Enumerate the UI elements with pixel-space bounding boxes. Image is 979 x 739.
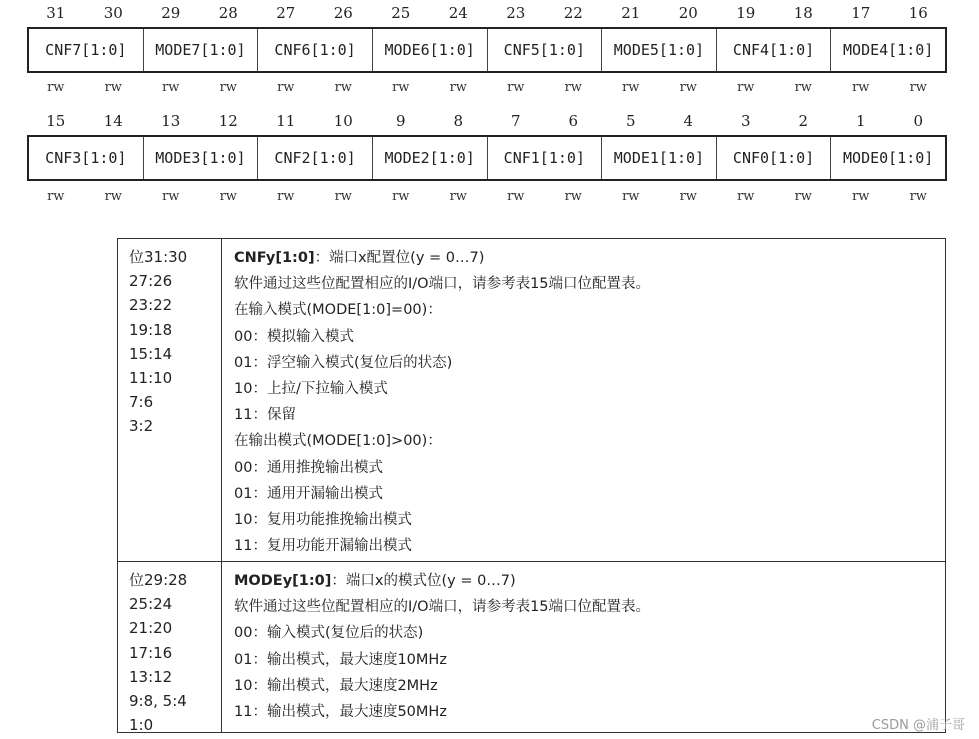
description-line: 00：模拟输入模式	[234, 328, 354, 345]
register-field: CNF6[1:0]	[258, 29, 373, 71]
bit-number: 19	[736, 4, 756, 22]
bit-position: 21:20	[129, 619, 173, 638]
register-field: CNF2[1:0]	[258, 137, 373, 179]
bit-position: 15:14	[129, 344, 173, 363]
access-type: rw	[277, 80, 295, 95]
bit-number: 1	[855, 112, 866, 130]
bit-number: 6	[568, 112, 579, 130]
cnf-description	[234, 245, 939, 559]
bit-position: 9:8, 5:4	[129, 692, 187, 711]
register-field: CNF0[1:0]	[717, 137, 832, 179]
bit-number: 16	[908, 4, 928, 22]
bit-number: 27	[276, 4, 296, 22]
bit-number: 7	[510, 112, 521, 130]
access-type: rw	[162, 80, 180, 95]
description-line: 在输出模式(MODE[1:0]>00)：	[234, 433, 442, 450]
bit-position: 3:2	[129, 417, 154, 436]
description-line: 在输入模式(MODE[1:0]=00)：	[234, 302, 442, 319]
description-line: 软件通过这些位配置相应的I/O端口，请参考表15端口位配置表。	[234, 276, 651, 293]
bit-position: 7:6	[129, 393, 154, 412]
bit-number: 20	[678, 4, 698, 22]
bit-position: 11:10	[129, 369, 173, 388]
bit-number: 15	[46, 112, 66, 130]
register-field: MODE5[1:0]	[602, 29, 717, 71]
access-type: rw	[852, 189, 870, 204]
access-type: rw	[104, 80, 122, 95]
bit-number: 10	[333, 112, 353, 130]
mode-section	[118, 562, 945, 735]
register-field: MODE4[1:0]	[843, 41, 934, 59]
bit-number: 9	[395, 112, 406, 130]
description-line: 11：保留	[234, 407, 296, 424]
mode-title-field: MODEy[1:0]	[234, 573, 332, 589]
description-line: 软件通过这些位配置相应的I/O端口，请参考表15端口位配置表。	[234, 599, 651, 616]
description-line: 10：上拉/下拉输入模式	[234, 381, 388, 398]
bit-number: 13	[161, 112, 181, 130]
bit-number: 24	[448, 4, 468, 22]
access-type: rw	[909, 80, 927, 95]
access-row-low	[27, 189, 947, 207]
access-type: rw	[334, 80, 352, 95]
cnf-title	[234, 245, 939, 271]
bit-number: 2	[798, 112, 809, 130]
cnf-section	[118, 239, 945, 562]
access-type: rw	[449, 80, 467, 95]
description-line: 11：复用功能开漏输出模式	[234, 538, 412, 555]
bit-number: 4	[683, 112, 694, 130]
bit-position: 19:18	[129, 320, 173, 339]
cnf-bit-positions	[118, 239, 222, 561]
bit-number: 8	[453, 112, 464, 130]
bit-position: 位29:28	[129, 571, 188, 589]
access-type: rw	[449, 189, 467, 204]
bit-number: 18	[793, 4, 813, 22]
access-type: rw	[162, 189, 180, 204]
bit-position: 1:0	[129, 716, 154, 735]
watermark: CSDN @浦子哥	[871, 718, 965, 733]
access-type: rw	[392, 189, 410, 204]
bit-number: 5	[625, 112, 636, 130]
bit-number: 11	[276, 112, 296, 130]
mode-bit-positions	[118, 562, 222, 735]
description-line: 00：通用推挽输出模式	[234, 459, 383, 476]
bit-number-row-high	[27, 4, 947, 24]
bit-number: 12	[218, 112, 238, 130]
bit-position: 13:12	[129, 667, 173, 686]
cnf-title-field: CNFy[1:0]	[234, 250, 315, 266]
description-line: 01：输出模式，最大速度10MHz	[234, 651, 447, 668]
register-field: MODE7[1:0]	[144, 29, 259, 71]
register-field: MODE6[1:0]	[373, 29, 488, 71]
bit-number: 25	[391, 4, 411, 22]
access-type: rw	[392, 80, 410, 95]
access-type: rw	[622, 189, 640, 204]
bit-number: 29	[161, 4, 181, 22]
access-type: rw	[334, 189, 352, 204]
bit-position: 27:26	[129, 272, 173, 291]
access-type: rw	[277, 189, 295, 204]
mode-title-text: ：端口x的模式位(y = 0…7)	[331, 573, 516, 589]
bit-number: 21	[621, 4, 641, 22]
mode-description	[234, 568, 939, 725]
register-field: CNF7[1:0]	[29, 29, 144, 71]
bit-position: 位31:30	[129, 248, 188, 266]
description-line: 11：输出模式，最大速度50MHz	[234, 704, 447, 721]
access-type: rw	[507, 189, 525, 204]
bit-number: 26	[333, 4, 353, 22]
access-type: rw	[794, 80, 812, 95]
access-type: rw	[679, 189, 697, 204]
register-field: MODE0[1:0]	[843, 149, 934, 167]
register-field: CNF4[1:0]	[717, 29, 832, 71]
access-type: rw	[219, 80, 237, 95]
access-type: rw	[737, 80, 755, 95]
bit-number: 31	[46, 4, 66, 22]
access-type: rw	[507, 80, 525, 95]
bit-position: 23:22	[129, 296, 173, 315]
register-field: CNF3[1:0]	[29, 137, 144, 179]
bit-description-table	[117, 238, 946, 733]
bit-number: 28	[218, 4, 238, 22]
access-row-high	[27, 80, 947, 98]
bit-number: 30	[103, 4, 123, 22]
bit-number: 3	[740, 112, 751, 130]
register-field: CNF5[1:0]	[488, 29, 603, 71]
access-type: rw	[679, 80, 697, 95]
access-type: rw	[47, 189, 65, 204]
access-type: rw	[564, 189, 582, 204]
access-type: rw	[104, 189, 122, 204]
bit-number-row-low	[27, 112, 947, 132]
description-line: 10：输出模式，最大速度2MHz	[234, 677, 438, 694]
access-type: rw	[622, 80, 640, 95]
bit-number: 22	[563, 4, 583, 22]
cnf-title-text: ：端口x配置位(y = 0…7)	[314, 250, 485, 266]
description-line: 00：输入模式(复位后的状态)	[234, 625, 424, 642]
bit-number: 14	[103, 112, 123, 130]
bit-number: 23	[506, 4, 526, 22]
mode-title	[234, 568, 939, 594]
bit-number: 0	[913, 112, 924, 130]
access-type: rw	[852, 80, 870, 95]
access-type: rw	[564, 80, 582, 95]
access-type: rw	[794, 189, 812, 204]
access-type: rw	[219, 189, 237, 204]
access-type: rw	[47, 80, 65, 95]
register-field: MODE3[1:0]	[144, 137, 259, 179]
register-field: CNF1[1:0]	[488, 137, 603, 179]
description-line: 01：浮空输入模式(复位后的状态)	[234, 354, 453, 371]
register-field: MODE2[1:0]	[373, 137, 488, 179]
field-row-high	[27, 27, 947, 73]
bit-position: 17:16	[129, 643, 173, 662]
bit-number: 17	[851, 4, 871, 22]
description-line: 10：复用功能推挽输出模式	[234, 512, 412, 529]
field-row-low	[27, 135, 947, 181]
access-type: rw	[909, 189, 927, 204]
bit-position: 25:24	[129, 595, 173, 614]
access-type: rw	[737, 189, 755, 204]
description-line: 01：通用开漏输出模式	[234, 485, 383, 502]
register-field: MODE1[1:0]	[602, 137, 717, 179]
